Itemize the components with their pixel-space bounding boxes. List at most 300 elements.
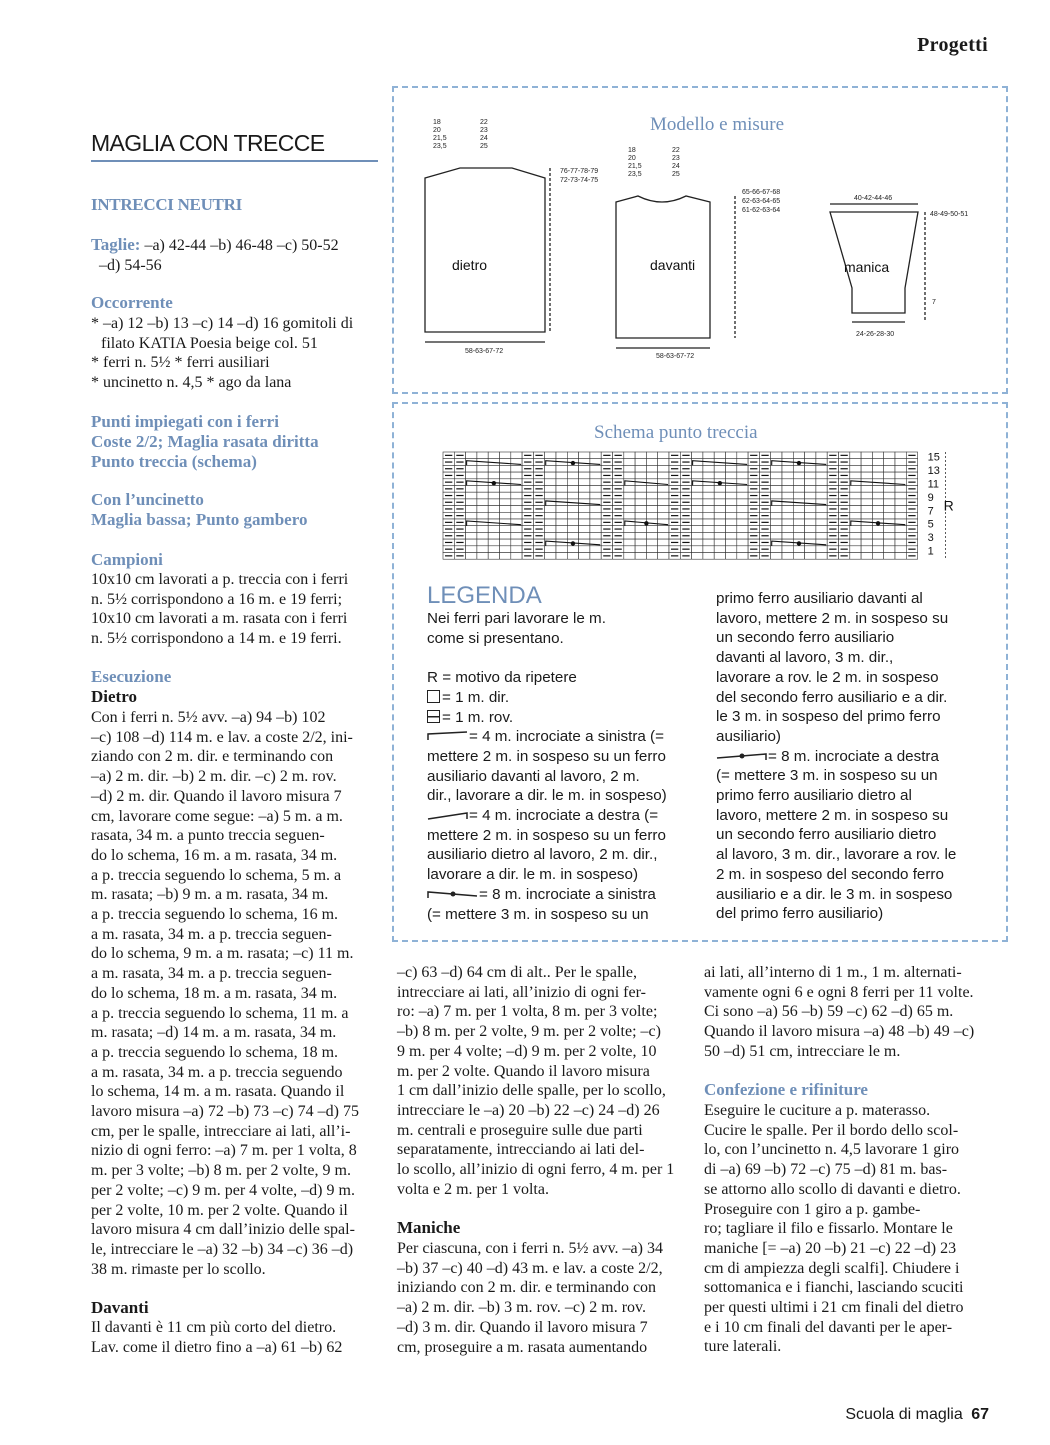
legend-line: al lavoro, 3 m. dir., lavorare a rov. le [716, 846, 957, 864]
front-shoulder-size: 22 [672, 147, 680, 154]
materials-line: * ferri n. 5½ * ferri ausiliari [91, 354, 270, 372]
chart-cell [545, 546, 556, 553]
chart-cell [737, 472, 748, 479]
chart-cell [488, 452, 499, 459]
chart-cell [884, 546, 895, 553]
chart-cell [488, 499, 499, 506]
sleeve-top: 40-42-44-46 [854, 195, 893, 202]
chart-cell [466, 512, 477, 519]
chart-cell [771, 512, 782, 519]
chart-cell [477, 499, 488, 506]
chart-cell [771, 465, 782, 472]
finishing-instructions [704, 1101, 964, 1357]
chart-cell [737, 539, 748, 546]
footer [845, 1406, 989, 1424]
front-shoulder-size: 23 [672, 155, 680, 162]
sleeves-line: iniziando con 2 m. dir. e terminando con [397, 1279, 657, 1297]
chart-cell [737, 506, 748, 513]
chart-cell [703, 553, 714, 560]
chart-cell [816, 506, 827, 513]
chart-cell [861, 452, 872, 459]
chart-cell [895, 499, 906, 506]
chart-cell [726, 479, 737, 486]
chart-cell [895, 465, 906, 472]
row-number: 7 [927, 505, 934, 518]
chart-cell [488, 486, 499, 493]
chart-cell [771, 499, 782, 506]
chart-cell [793, 519, 804, 526]
chart-cell [692, 452, 703, 459]
chart-cell [477, 553, 488, 560]
chart-cell [500, 553, 511, 560]
chart-cell [511, 512, 522, 519]
chart-cell [579, 519, 590, 526]
chart-cell [793, 492, 804, 499]
chart-cell [793, 465, 804, 472]
chart-cell [861, 526, 872, 533]
sleeve-label: manica [844, 259, 890, 275]
chart-cell [884, 465, 895, 472]
chart-cell [500, 492, 511, 499]
chart-cell [466, 506, 477, 513]
chart-cell [635, 532, 646, 539]
chart-cell [850, 526, 861, 533]
chart-cell [500, 459, 511, 466]
chart-cell [816, 452, 827, 459]
back-line: a p. treccia seguendo lo schema, 5 m. a [91, 866, 342, 884]
chart-cell [850, 499, 861, 506]
chart-cell [771, 492, 782, 499]
back-height: 76-77-78-79 [560, 168, 599, 175]
legend-line: = 1 m. dir. [442, 688, 510, 706]
sleeves-heading: Maniche [397, 1218, 461, 1237]
stitches-heading: Punti impiegati con i ferri [91, 412, 279, 431]
col2-line: volta e 2 m. per 1 volta. [397, 1180, 549, 1198]
chart-cell [567, 486, 578, 493]
chart-cell [624, 492, 635, 499]
chart-cell [556, 506, 567, 513]
chart-cell [579, 479, 590, 486]
chart-cell [511, 553, 522, 560]
chart-cell [884, 506, 895, 513]
chart-cell [805, 472, 816, 479]
sleeve-length: 48-49-50-51 [930, 211, 969, 218]
chart-cell [466, 526, 477, 533]
chart-cell [884, 479, 895, 486]
finishing-line: e i 10 cm finali del davanti per le aper- [704, 1318, 953, 1336]
chart-cell [635, 492, 646, 499]
chart-cell [771, 452, 782, 459]
legend-line: mettere 2 m. in sospeso su un ferro [427, 747, 666, 765]
cable-dot [876, 521, 880, 525]
legend-line: = 4 m. incrociate a destra (= [469, 807, 659, 825]
cable-dot [571, 461, 575, 465]
back-line: m. rasata; –b) 9 m. a m. rasata, 34 m. [91, 886, 329, 904]
gauge-line: 10x10 cm lavorati a p. treccia con i ferri [91, 571, 349, 588]
legend-line: Nei ferri pari lavorare le m. [427, 610, 606, 627]
chart-cell [658, 499, 669, 506]
back-line: m. per 3 volte; –b) 8 m. per 2 volte, 9 m. [91, 1162, 351, 1180]
back-line: a p. treccia seguendo lo schema, 16 m. [91, 906, 339, 924]
sizes-block [91, 235, 339, 275]
chart-cell [466, 492, 477, 499]
chart-cell [624, 459, 635, 466]
chart-cell [477, 486, 488, 493]
chart-cell [714, 512, 725, 519]
chart-cell [658, 486, 669, 493]
chart-cell [737, 512, 748, 519]
chart-cell [556, 452, 567, 459]
chart-cell [511, 499, 522, 506]
cable-8-left-icon [427, 889, 479, 899]
chart-cell [895, 472, 906, 479]
chart-cell [714, 472, 725, 479]
gauge-line: 10x10 cm lavorati a m. rasata con i ferri [91, 610, 348, 628]
chart-cell [511, 492, 522, 499]
sleeves-line: –b) 37 –c) 40 –d) 43 m. e lav. a coste 2/2, [397, 1259, 663, 1277]
chart-cell [545, 539, 556, 546]
chart-cell [782, 452, 793, 459]
sizes-line1: –a) 42-44 –b) 46-48 –c) 50-52 [140, 237, 339, 254]
chart-cell [872, 512, 883, 519]
chart-cell [703, 486, 714, 493]
chart-cell [635, 526, 646, 533]
chart-cell [895, 452, 906, 459]
chart-cell [895, 506, 906, 513]
col3-line: vamente ogni 6 e ogni 8 ferri per 11 volte. [704, 983, 974, 1001]
chart-cell [703, 506, 714, 513]
legend-knit [427, 688, 667, 708]
chart-cell [692, 546, 703, 553]
chart-cell [646, 452, 657, 459]
chart-cell [511, 452, 522, 459]
chart-cell [726, 526, 737, 533]
chart-cell [850, 452, 861, 459]
chart-cell [545, 452, 556, 459]
chart-cell [714, 486, 725, 493]
schematic-title: Modello e misure [650, 114, 785, 135]
chart-cell [850, 532, 861, 539]
chart-cell [872, 526, 883, 533]
back-line: lavoro misura 4 cm dall’inizio delle spal- [91, 1221, 355, 1239]
finishing-line: se attorno allo scollo di davanti e dietro. [704, 1180, 961, 1198]
cable-8-right-icon [716, 751, 768, 761]
stitch-chart [440, 450, 980, 570]
chart-cell [500, 539, 511, 546]
chart-cell [782, 546, 793, 553]
chart-cell [771, 546, 782, 553]
legend-line: dir., lavorare a dir. le m. in sospeso) [427, 787, 667, 805]
chart-cell [635, 512, 646, 519]
chart-cell [805, 539, 816, 546]
chart-cell [590, 532, 601, 539]
chart-cell [884, 532, 895, 539]
chart-cell [567, 553, 578, 560]
chart-cell [895, 539, 906, 546]
chart-cell [590, 546, 601, 553]
chart-cell [884, 492, 895, 499]
chart-cell [726, 539, 737, 546]
sleeves-line: Per ciascuna, con i ferri n. 5½ avv. –a) 34 [397, 1240, 663, 1257]
cable-dot [797, 461, 801, 465]
chart-cell [884, 459, 895, 466]
chart-cell [646, 553, 657, 560]
chart-cell [782, 506, 793, 513]
chart-cell [692, 486, 703, 493]
back-line: lavoro misura –a) 72 –b) 73 –c) 74 –d) 75 [91, 1103, 359, 1121]
chart-cell [646, 539, 657, 546]
chart-cell [556, 546, 567, 553]
finishing-line: cm di ampiezza degli scalfi]. Chiudere i [704, 1259, 960, 1277]
back-line: per 2 volte, 10 m. per 2 volte. Quando il [91, 1201, 348, 1219]
chart-cell [782, 526, 793, 533]
col3-text [704, 963, 974, 1062]
chart-cell [793, 532, 804, 539]
chart-cell [771, 532, 782, 539]
chart-cell [872, 546, 883, 553]
back-line: ziando con 2 m. dir. e terminando con [91, 748, 334, 766]
chart-cell [579, 512, 590, 519]
cable-4-left-icon [427, 731, 469, 741]
chart-cell [590, 486, 601, 493]
chart-cell [850, 479, 861, 486]
back-line: rasata, 34 m. a punto treccia seguen- [91, 827, 325, 845]
chart-cell [590, 492, 601, 499]
chart-cell [861, 465, 872, 472]
chart-cell [872, 465, 883, 472]
chart-cell [692, 526, 703, 533]
col3-line: Quando il lavoro misura –a) 48 –b) 49 –c) [704, 1023, 975, 1041]
chart-cell [590, 519, 601, 526]
back-shoulder-size: 23 [480, 127, 488, 134]
chart-cell [624, 479, 635, 486]
chart-cell [579, 486, 590, 493]
chart-cell [635, 539, 646, 546]
chart-cell [658, 532, 669, 539]
finishing-line: ture laterali. [704, 1338, 782, 1356]
chart-cell [579, 465, 590, 472]
materials-line: * –a) 12 –b) 13 –c) 14 –d) 16 gomitoli di [91, 315, 354, 332]
chart-cell [466, 539, 477, 546]
chart-cell [850, 519, 861, 526]
back-width: 58-63-67-72 [465, 348, 504, 355]
chart-cell [737, 452, 748, 459]
chart-cell [635, 452, 646, 459]
chart-cell [884, 519, 895, 526]
chart-cell [726, 546, 737, 553]
chart-cell [703, 526, 714, 533]
legend-line: = 8 m. incrociate a destra [768, 747, 939, 765]
back-line: do lo schema, 16 m. a m. rasata, 34 m. [91, 846, 338, 864]
row-number: 9 [927, 491, 934, 504]
col2-line: intrecciare ai lati, all’inizio di ogni fer- [397, 983, 646, 1001]
front-heading: Davanti [91, 1298, 149, 1317]
chart-cell [703, 512, 714, 519]
chart-cell [511, 472, 522, 479]
back-shoulder-size: 22 [480, 119, 488, 126]
row-number: 13 [927, 465, 940, 478]
chart-cell [567, 512, 578, 519]
chart-cell [703, 492, 714, 499]
col2-line: 1 cm dall’inizio delle spalle, per lo scollo, [397, 1082, 666, 1100]
chart-cell [500, 506, 511, 513]
article-title: MAGLIA CON TRECCE [91, 130, 325, 156]
page-number: 67 [971, 1406, 989, 1423]
chart-cell [556, 553, 567, 560]
chart-cell [816, 486, 827, 493]
row-number: 5 [927, 518, 934, 531]
chart-cell [692, 479, 703, 486]
finishing-line: Proseguire con 1 giro a p. gambe- [704, 1200, 921, 1218]
chart-cell [805, 479, 816, 486]
chart-cell [737, 532, 748, 539]
chart-cell [726, 472, 737, 479]
chart-cell [872, 486, 883, 493]
crochet-line: Maglia bassa; Punto gambero [91, 510, 308, 529]
chart-cell [545, 492, 556, 499]
chart-cell [692, 492, 703, 499]
chart-cell [714, 499, 725, 506]
chart-cell [737, 499, 748, 506]
chart-cell [466, 472, 477, 479]
chart-cell [793, 546, 804, 553]
back-line: cm, per le spalle, intrecciare ai lati, all’i- [91, 1122, 351, 1140]
chart-cell [545, 459, 556, 466]
chart-cell [624, 452, 635, 459]
legend-line: = 1 m. rov. [442, 708, 514, 726]
chart-cell [726, 465, 737, 472]
chart-cell [793, 553, 804, 560]
chart-cell [556, 532, 567, 539]
chart-cell [714, 553, 725, 560]
legend-col1 [427, 609, 667, 924]
chart-cell [624, 465, 635, 472]
chart-cell [726, 486, 737, 493]
legend-line: primo ferro ausiliario davanti al [716, 590, 923, 607]
legend-line: davanti al lavoro, 3 m. dir., [716, 649, 894, 667]
chart-cell [500, 452, 511, 459]
chart-cell [658, 506, 669, 513]
back-line: m. rasata; –d) 14 m. a m. rasata, 34 m. [91, 1024, 337, 1042]
knit-symbol-icon [427, 690, 440, 703]
chart-cell [726, 553, 737, 560]
chart-cell [692, 539, 703, 546]
chart-cell [782, 492, 793, 499]
chart-cell [771, 526, 782, 533]
chart-cell [590, 465, 601, 472]
col2-line: ro: –a) 7 m. per 1 volta, 8 m. per 3 volte; [397, 1003, 658, 1021]
chart-cell [861, 472, 872, 479]
chart-cell [466, 486, 477, 493]
chart-cell [872, 506, 883, 513]
materials-line: filato KATIA Poesia beige col. 51 [101, 334, 318, 352]
chart-cell [861, 459, 872, 466]
front-height: 61-62-63-64 [742, 207, 781, 214]
chart-cell [635, 499, 646, 506]
chart-cell [805, 512, 816, 519]
chart-cell [737, 492, 748, 499]
chart-cell [850, 506, 861, 513]
row-number: 1 [927, 545, 934, 558]
chart-cell [895, 526, 906, 533]
chart-cell [624, 546, 635, 553]
front-neck-size: 23,5 [628, 171, 642, 178]
cable-4-right-icon [427, 810, 469, 820]
chart-cell [816, 465, 827, 472]
back-line: a p. treccia seguendo lo schema, 11 m. a [91, 1004, 349, 1022]
chart-cell [692, 553, 703, 560]
finishing-line: di –a) 69 –b) 72 –c) 75 –d) 81 m. bas- [704, 1161, 948, 1179]
chart-cell [771, 472, 782, 479]
chart-cell [658, 512, 669, 519]
chart-cell [771, 459, 782, 466]
chart-cell [782, 486, 793, 493]
chart-cell [782, 532, 793, 539]
legend-line: un secondo ferro ausiliario dietro [716, 826, 937, 844]
chart-cell [726, 512, 737, 519]
chart-cell [567, 519, 578, 526]
chart-cell [726, 452, 737, 459]
back-instructions [91, 708, 359, 1279]
chart-cell [872, 499, 883, 506]
legend-purl [427, 708, 667, 728]
chart-cell [646, 532, 657, 539]
legend-line: del secondo ferro ausiliario e a dir. [716, 688, 948, 706]
back-shoulder-size: 25 [480, 143, 488, 150]
chart-cell [726, 492, 737, 499]
col2-line: m. per 2 volte. Quando il lavoro misura [397, 1062, 650, 1080]
chart-cell [488, 492, 499, 499]
chart-cell [500, 472, 511, 479]
chart-cell [579, 459, 590, 466]
chart-cell [624, 553, 635, 560]
back-line: a m. rasata, 34 m. a p. treccia seguen- [91, 925, 332, 943]
chart-cell [579, 553, 590, 560]
materials-list [91, 314, 353, 393]
chart-cell [895, 492, 906, 499]
chart-cell [545, 519, 556, 526]
chart-cell [816, 526, 827, 533]
legend-line: mettere 2 m. in sospeso su un ferro [427, 826, 666, 844]
chart-cell [726, 532, 737, 539]
chart-cell [737, 553, 748, 560]
chart-cell [567, 506, 578, 513]
front-neck-size: 18 [628, 147, 636, 154]
cable-dot [718, 481, 722, 485]
chart-cell [477, 526, 488, 533]
chart-cell [511, 506, 522, 513]
chart-cell [646, 465, 657, 472]
chart-cell [624, 539, 635, 546]
chart-cell [511, 532, 522, 539]
materials-line: * uncinetto n. 4,5 * ago da lana [91, 374, 292, 392]
back-shoulder-size: 24 [480, 135, 488, 142]
chart-cell [545, 506, 556, 513]
chart-cell [646, 499, 657, 506]
chart-cell [714, 546, 725, 553]
chart-cell [805, 459, 816, 466]
chart-cell [635, 506, 646, 513]
stitches-line: Coste 2/2; Maglia rasata diritta [91, 432, 319, 451]
chart-cell [884, 486, 895, 493]
col2-text [397, 963, 674, 1199]
chart-cell [782, 519, 793, 526]
chart-cell [805, 553, 816, 560]
chart-cell [556, 465, 567, 472]
chart-cell [658, 472, 669, 479]
chart-cell [850, 486, 861, 493]
legend-line: ausiliario davanti al lavoro, 2 m. [427, 767, 640, 785]
